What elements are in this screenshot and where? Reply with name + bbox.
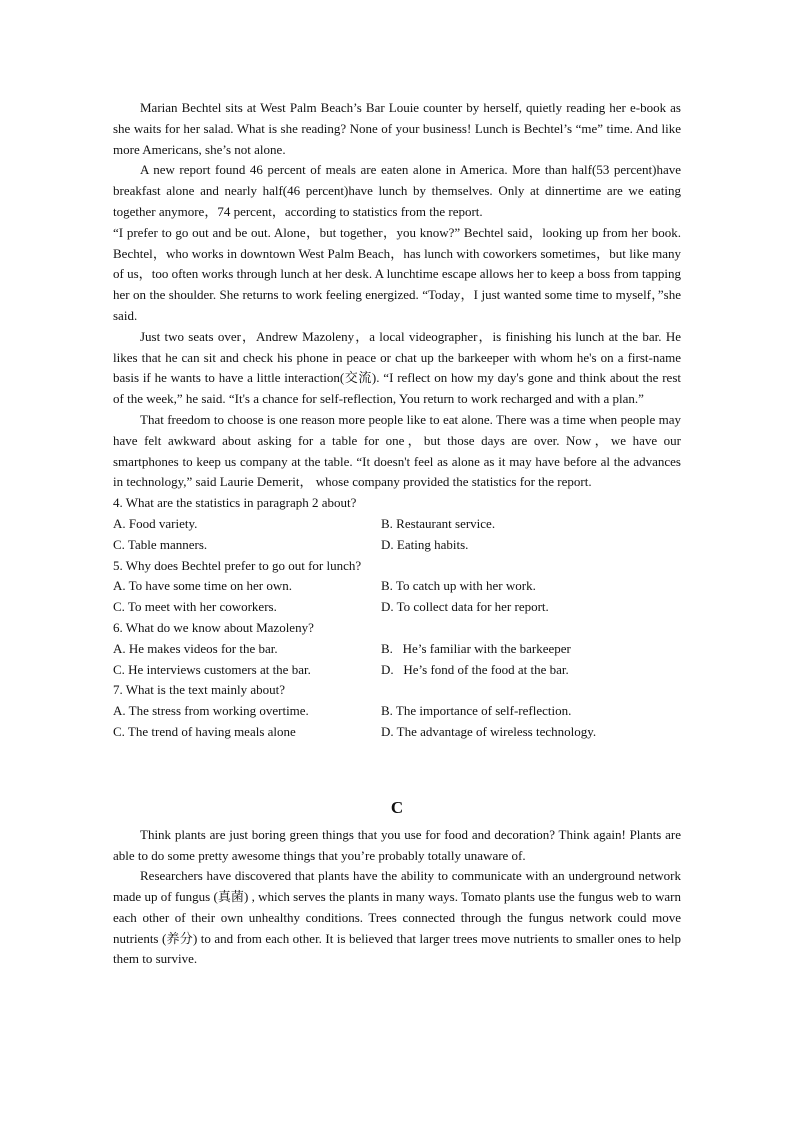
option-a: A. The stress from working overtime. bbox=[113, 703, 309, 719]
section-c-heading: C bbox=[390, 797, 404, 817]
passage-c bbox=[113, 825, 681, 971]
passage-c-paragraph-2: Researchers have discovered that plants have the ability to communicate with an underground network made up of fungus (真菌) , which serves the plants in many ways. Tomato plants use the fungus web to warn each other of their own unhealthy conditions. Trees connected through the fungus network could move nutrients (养分) to and from each other. It is believed that larger trees move nutrients to smaller ones to help them to survive. bbox=[113, 868, 681, 967]
option-d: D. The advantage of wireless technology. bbox=[381, 723, 597, 739]
option-b: B. Restaurant service. bbox=[381, 515, 496, 531]
question-list bbox=[113, 493, 681, 743]
options-row bbox=[113, 576, 681, 597]
question-7 bbox=[113, 680, 681, 742]
option-b: B. The importance of self-reflection. bbox=[381, 703, 572, 719]
passage-b-paragraph-5: That freedom to choose is one reason more people like to eat alone. There was a time when people may have felt awkward about asking for a table for one，but those days are over. Now，we have our smartphones to keep us company at the table. “It doesn't feel as alone as it may have before al the advances in technology,” said Laurie Demerit， whose company provided the statistics for the report. bbox=[113, 411, 681, 490]
options-row bbox=[113, 660, 681, 681]
question-stem: 7. What is the text mainly about? bbox=[113, 682, 285, 698]
options-row bbox=[113, 514, 681, 535]
option-c: C. He interviews customers at the bar. bbox=[113, 661, 311, 677]
options-row bbox=[113, 597, 681, 618]
passage-b-paragraph-2: A new report found 46 percent of meals are eaten alone in America. More than half(53 percent)have breakfast alone and nearly half(46 percent)have lunch by themselves. Only at dinnertime are we eating together anymore，74 percent，according to statistics from the report. bbox=[113, 162, 681, 219]
option-c: C. Table manners. bbox=[113, 536, 208, 552]
option-a: A. To have some time on her own. bbox=[113, 578, 293, 594]
question-stem: 6. What do we know about Mazoleny? bbox=[113, 619, 314, 635]
passage-c-paragraph-1: Think plants are just boring green things that you use for food and decoration? Think again! Plants are able to do some pretty awesome things that you’re probably totally unaware of. bbox=[113, 826, 681, 863]
passage-b bbox=[113, 98, 681, 493]
question-4 bbox=[113, 493, 681, 555]
option-d: D. To collect data for her report. bbox=[381, 599, 549, 615]
option-b: B. To catch up with her work. bbox=[381, 578, 536, 594]
question-stem: 4. What are the statistics in paragraph 2 about? bbox=[113, 495, 357, 511]
passage-b-paragraph-3: “I prefer to go out and be out. Alone，but together，you know?” Bechtel said，looking up from her book. Bechtel，who works in downtown West Palm Beach，has lunch with coworkers sometimes，but like many of us，too often works through lunch at her desk. A lunchtime escape allows her to keep a boss from tapping her on the shoulder. She returns to work feeling energized. “Today，I just wanted some time to myself，”she said. bbox=[113, 224, 681, 323]
option-d: D. He’s fond of the food at the bar. bbox=[381, 661, 569, 677]
question-6 bbox=[113, 618, 681, 680]
option-c: C. The trend of having meals alone bbox=[113, 723, 296, 739]
document-page bbox=[113, 98, 681, 970]
passage-b-paragraph-4: Just two seats over，Andrew Mazoleny，a local videographer，is finishing his lunch at the bar. He likes that he can sit and check his phone in peace or chat up the barkeeper with whom he's on a first-name basis if he wants to have a little interaction(交流). “I reflect on how my day's gone and think about the rest of the week,” he said. “It's a chance for self-reflection, You return to work recharged and with a plan.” bbox=[113, 328, 681, 407]
option-a: A. He makes videos for the bar. bbox=[113, 640, 278, 656]
question-5 bbox=[113, 556, 681, 618]
passage-b-paragraph-1: Marian Bechtel sits at West Palm Beach’s Bar Louie counter by herself, quietly reading her e-book as she waits for her salad. What is she reading? None of your business! Lunch is Bechtel’s “me” time. And like more Americans, she’s not alone. bbox=[113, 100, 681, 157]
options-row bbox=[113, 701, 681, 722]
options-row bbox=[113, 535, 681, 556]
option-b: B. He’s familiar with the barkeeper bbox=[381, 640, 571, 656]
options-row bbox=[113, 639, 681, 660]
option-a: A. Food variety. bbox=[113, 515, 198, 531]
option-c: C. To meet with her coworkers. bbox=[113, 599, 277, 615]
option-d: D. Eating habits. bbox=[381, 536, 469, 552]
options-row bbox=[113, 722, 681, 743]
question-stem: 5. Why does Bechtel prefer to go out for lunch? bbox=[113, 557, 362, 573]
